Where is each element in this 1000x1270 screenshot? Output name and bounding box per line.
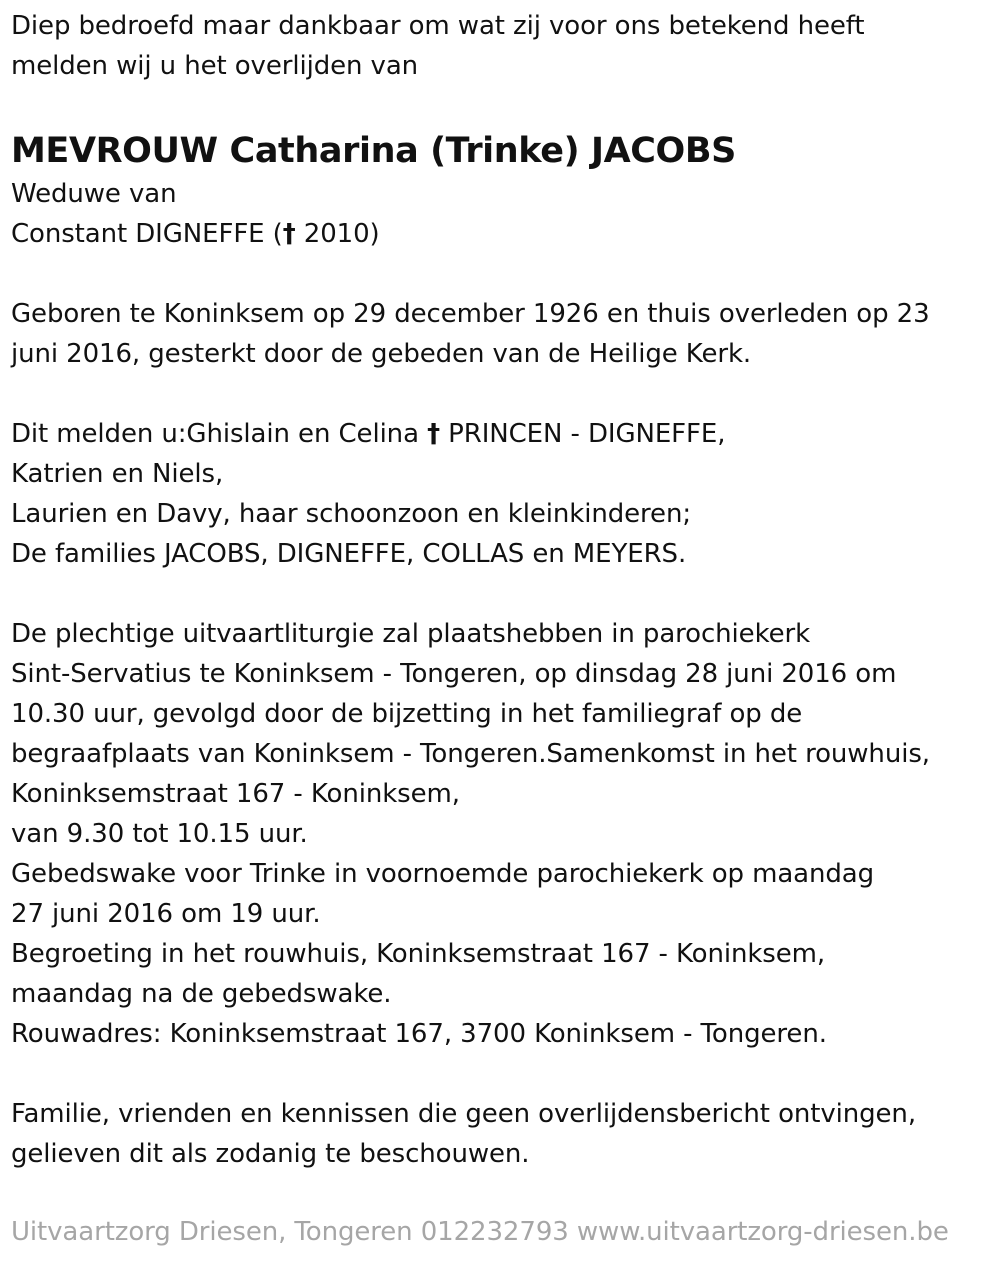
ceremony-line: Koninksemstraat 167 - Koninksem, — [11, 779, 460, 809]
family-line-1 — [11, 414, 991, 454]
spouse-year: 2010) — [295, 219, 380, 249]
ceremony-line: begraafplaats van Koninksem - Tongeren.Samenkomst in het rouwhuis, — [11, 739, 930, 769]
ceremony-line: Sint-Servatius te Koninksem - Tongeren, op dinsdag 28 juni 2016 om — [11, 659, 897, 689]
ceremony-line: van 9.30 tot 10.15 uur. — [11, 819, 308, 849]
intro-line-1: Diep bedroefd maar dankbaar om wat zij voor ons betekend heeft — [11, 11, 865, 41]
closing-line-2: gelieven dit als zodanig te beschouwen. — [11, 1139, 530, 1169]
family-line-2: Katrien en Niels, — [11, 459, 224, 489]
deceased-name: MEVROUW Catharina (Trinke) JACOBS — [11, 131, 736, 171]
intro-line-2: melden wij u het overlijden van — [11, 51, 419, 81]
ceremony-line: Rouwadres: Koninksemstraat 167, 3700 Koninksem - Tongeren. — [11, 1019, 827, 1049]
ceremony-line: De plechtige uitvaartliturgie zal plaatshebben in parochiekerk — [11, 619, 811, 649]
ceremony-line: Gebedswake voor Trinke in voornoemde parochiekerk op maandag — [11, 859, 875, 889]
relation-label: Weduwe van — [11, 179, 177, 209]
spacer — [11, 254, 991, 294]
family-line-4: De families JACOBS, DIGNEFFE, COLLAS en MEYERS. — [11, 539, 687, 569]
spacer — [11, 86, 991, 128]
ceremony-line: 10.30 uur, gevolgd door de bijzetting in het familiegraf op de — [11, 699, 803, 729]
spacer — [11, 574, 991, 614]
cross-icon: † — [427, 419, 440, 449]
birth-death-line-1: Geboren te Koninksem op 29 december 1926 en thuis overleden op 23 — [11, 299, 930, 329]
obituary-notice — [11, 6, 991, 1174]
spacer — [11, 1054, 991, 1094]
spouse-name: Constant DIGNEFFE ( — [11, 219, 283, 249]
ceremony-line: Begroeting in het rouwhuis, Koninksemstraat 167 - Koninksem, — [11, 939, 826, 969]
ceremony-line: 27 juni 2016 om 19 uur. — [11, 899, 321, 929]
family-line-3: Laurien en Davy, haar schoonzoon en kleinkinderen; — [11, 499, 691, 529]
closing-line-1: Familie, vrienden en kennissen die geen overlijdensbericht ontvingen, — [11, 1099, 916, 1129]
birth-death-line-2: juni 2016, gesterkt door de gebeden van de Heilige Kerk. — [11, 339, 752, 369]
family-line-1-suffix: PRINCEN - DIGNEFFE, — [439, 419, 726, 449]
ceremony-line: maandag na de gebedswake. — [11, 979, 392, 1009]
family-line-1-prefix: Dit melden u:Ghislain en Celina — [11, 419, 428, 449]
spouse-line — [11, 214, 991, 254]
spacer — [11, 374, 991, 414]
cross-icon: † — [282, 219, 296, 249]
funeral-home-footer: Uitvaartzorg Driesen, Tongeren 012232793 www.uitvaartzorg-driesen.be — [11, 1217, 949, 1247]
